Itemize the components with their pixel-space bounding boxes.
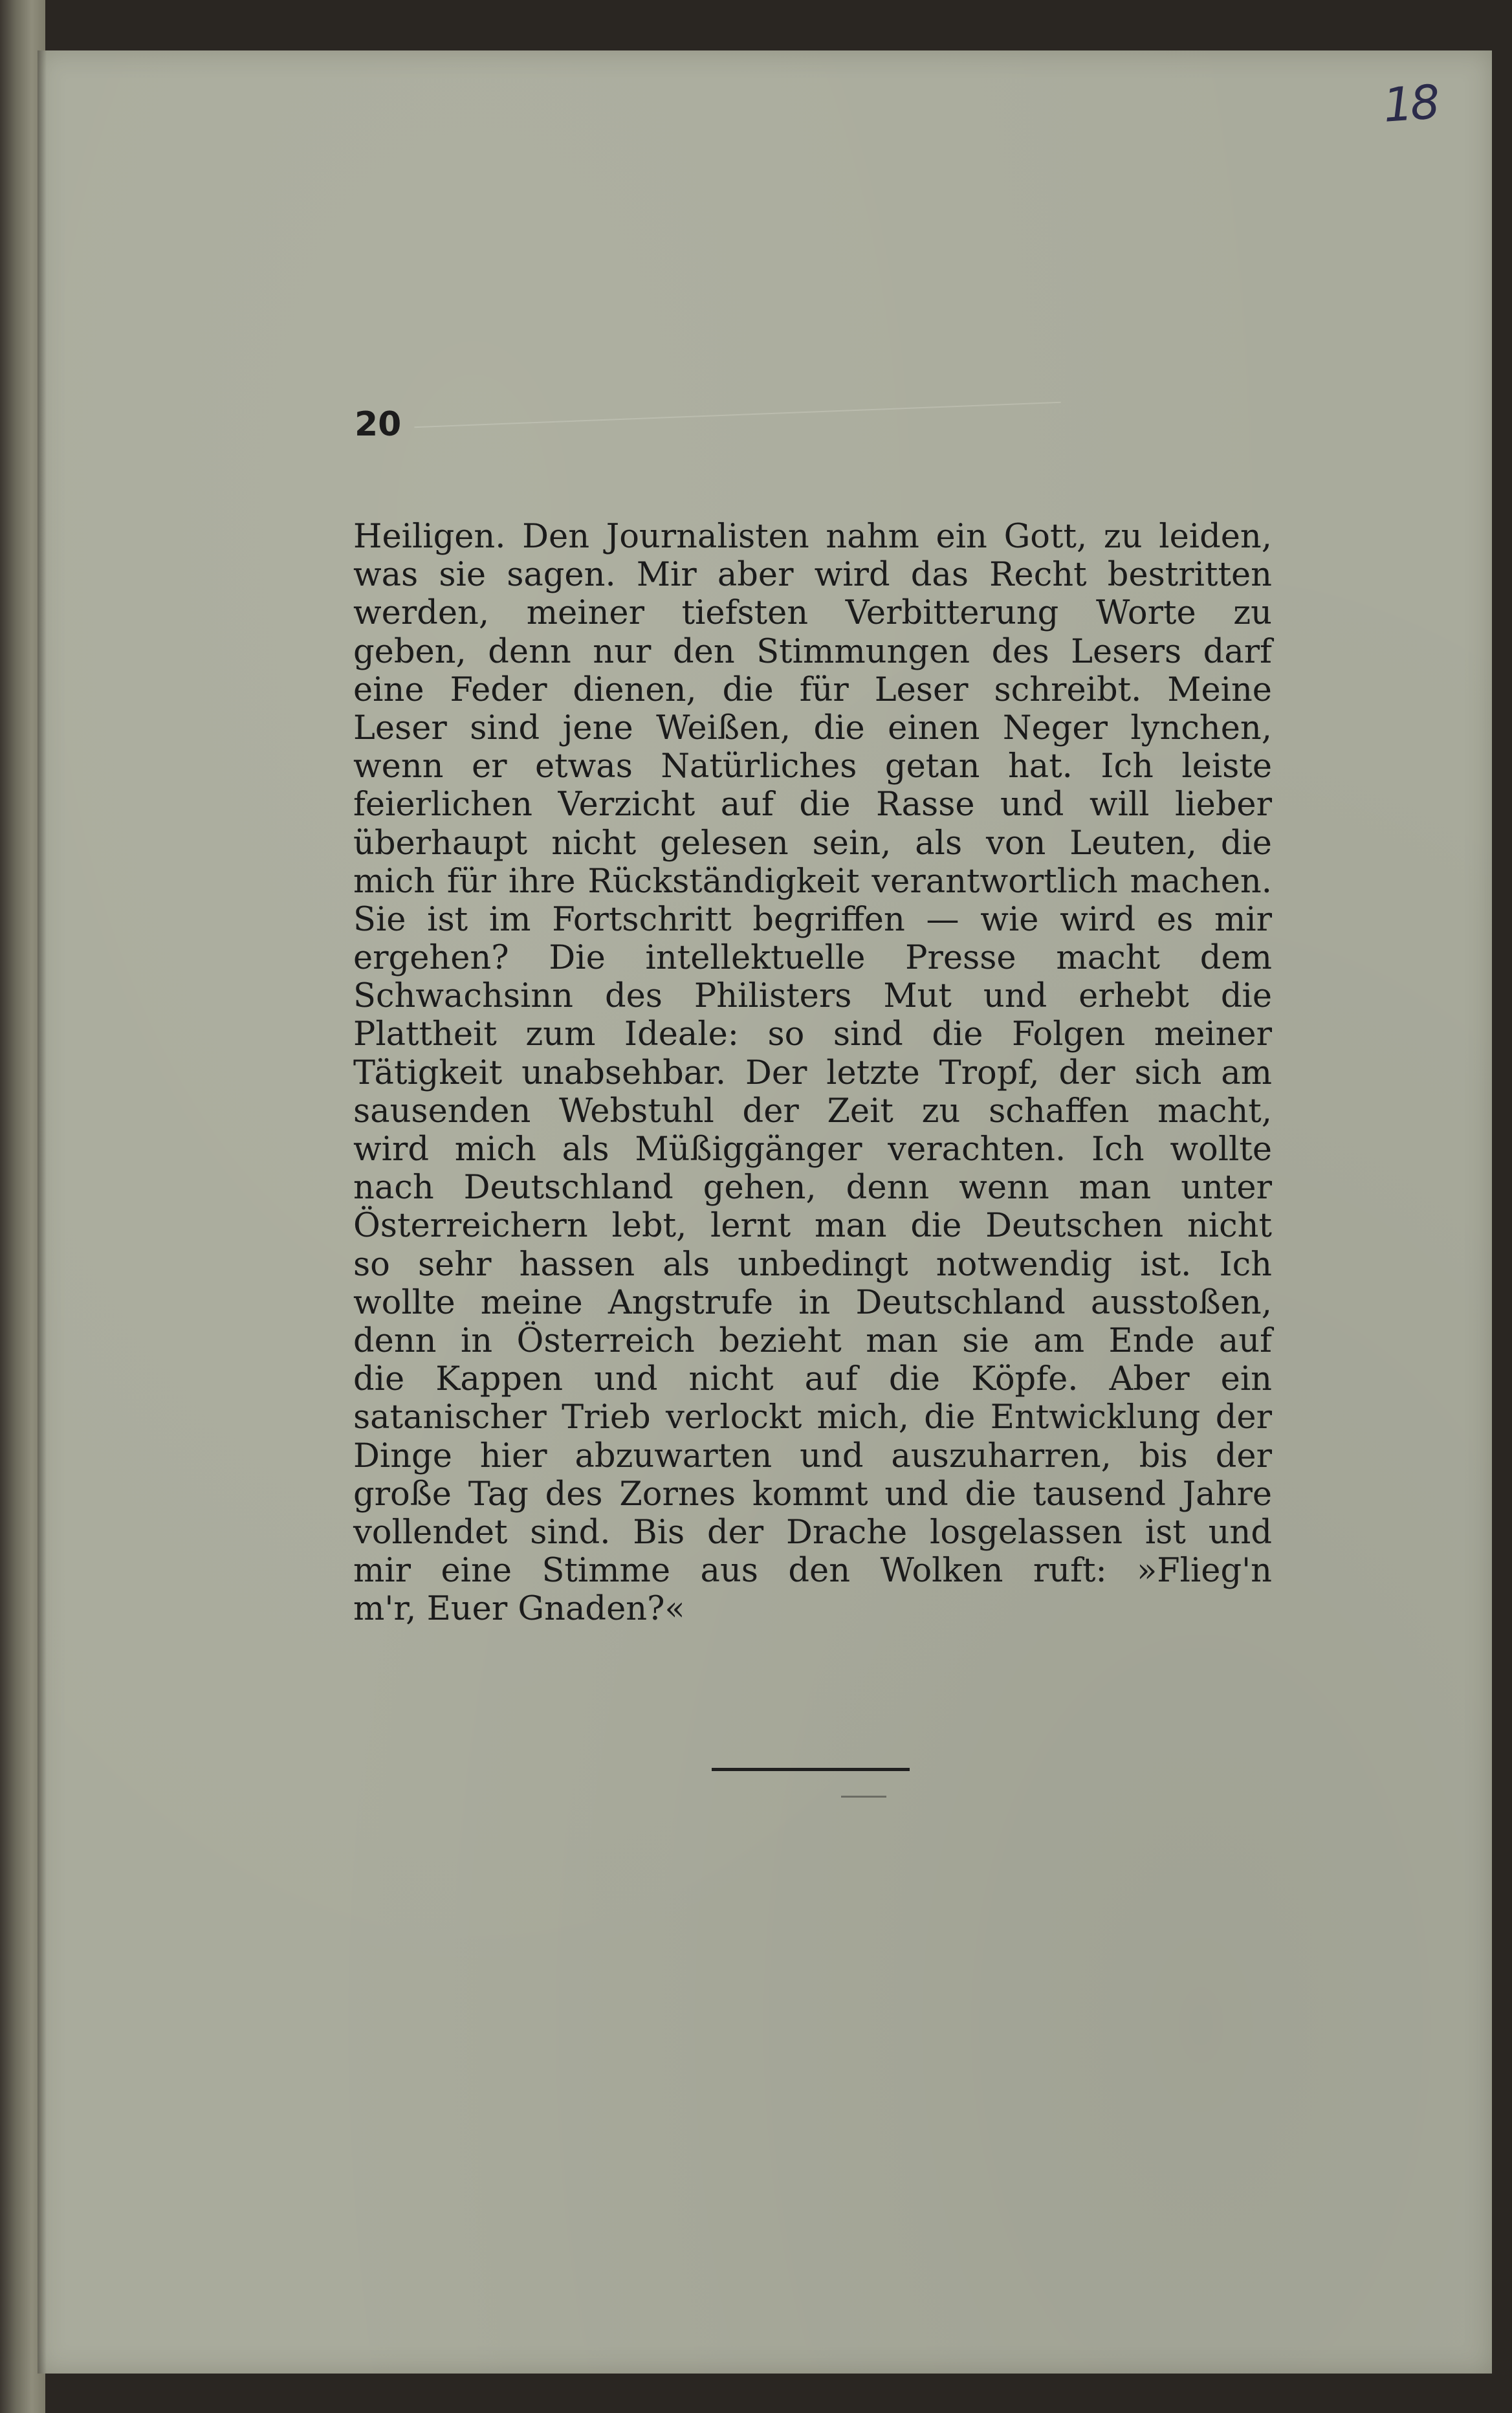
text-line: vollendet sind. Bis der Drache losgelassen ist und	[353, 1513, 1272, 1552]
text-line: Sie ist im Fortschritt begriffen — wie wird es mir	[353, 900, 1272, 939]
text-line: ergehen? Die intellektuelle Presse macht dem	[353, 939, 1272, 978]
text-line: wenn er etwas Natürliches getan hat. Ich leiste	[353, 747, 1272, 786]
text-line: Plattheit zum Ideale: so sind die Folgen meiner	[353, 1015, 1272, 1054]
rule-smudge	[841, 1796, 886, 1798]
text-line: Schwachsinn des Philisters Mut und erhebt die	[353, 977, 1272, 1016]
text-line: Tätigkeit unabsehbar. Der letzte Tropf, der sich am	[353, 1053, 1272, 1092]
text-line: große Tag des Zornes kommt und die tausend Jahre	[353, 1475, 1272, 1514]
text-line: nach Deutschland gehen, denn wenn man unter	[353, 1169, 1272, 1207]
text-line: eine Feder dienen, die für Leser schreibt. Meine	[353, 670, 1272, 709]
text-line: so sehr hassen als unbedingt notwendig ist. Ich	[353, 1245, 1272, 1284]
text-line: werden, meiner tiefsten Verbitterung Worte zu	[353, 594, 1272, 633]
page-number: 20	[355, 405, 402, 444]
text-line: m'r, Euer Gnaden?«	[353, 1590, 685, 1629]
text-line: was sie sagen. Mir aber wird das Recht bestritten	[353, 556, 1272, 595]
handwritten-folio-number: 18	[1381, 74, 1440, 133]
text-line: wollte meine Angstrufe in Deutschland ausstoßen,	[353, 1283, 1272, 1322]
text-line: Dinge hier abzuwarten und auszuharren, bis der	[353, 1437, 1272, 1475]
text-line: sausenden Webstuhl der Zeit zu schaffen macht,	[353, 1092, 1272, 1130]
text-line: wird mich als Müßiggänger verachten. Ich wollte	[353, 1130, 1272, 1169]
text-line: geben, denn nur den Stimmungen des Lesers darf	[353, 632, 1272, 671]
closing-rule	[712, 1768, 910, 1771]
text-line: überhaupt nicht gelesen sein, als von Leuten, die	[353, 824, 1272, 863]
text-line: Österreichern lebt, lernt man die Deutschen nicht	[353, 1207, 1272, 1246]
text-line: Leser sind jene Weißen, die einen Neger lynchen,	[353, 709, 1272, 747]
text-line: feierlichen Verzicht auf die Rasse und will lieber	[353, 786, 1272, 824]
text-line: Heiligen. Den Journalisten nahm ein Gott, zu leiden,	[353, 518, 1272, 556]
page-gutter-shadow	[38, 50, 47, 2374]
body-paragraph	[353, 518, 1272, 1628]
text-line: denn in Österreich bezieht man sie am Ende auf	[353, 1321, 1272, 1360]
text-line: satanischer Trieb verlockt mich, die Entwicklung der	[353, 1398, 1272, 1437]
text-line: mir eine Stimme aus den Wolken ruft: »Flieg'n	[353, 1552, 1272, 1591]
text-line: mich für ihre Rückständigkeit verantwortlich machen.	[353, 862, 1272, 901]
text-line: die Kappen und nicht auf die Köpfe. Aber ein	[353, 1360, 1272, 1399]
